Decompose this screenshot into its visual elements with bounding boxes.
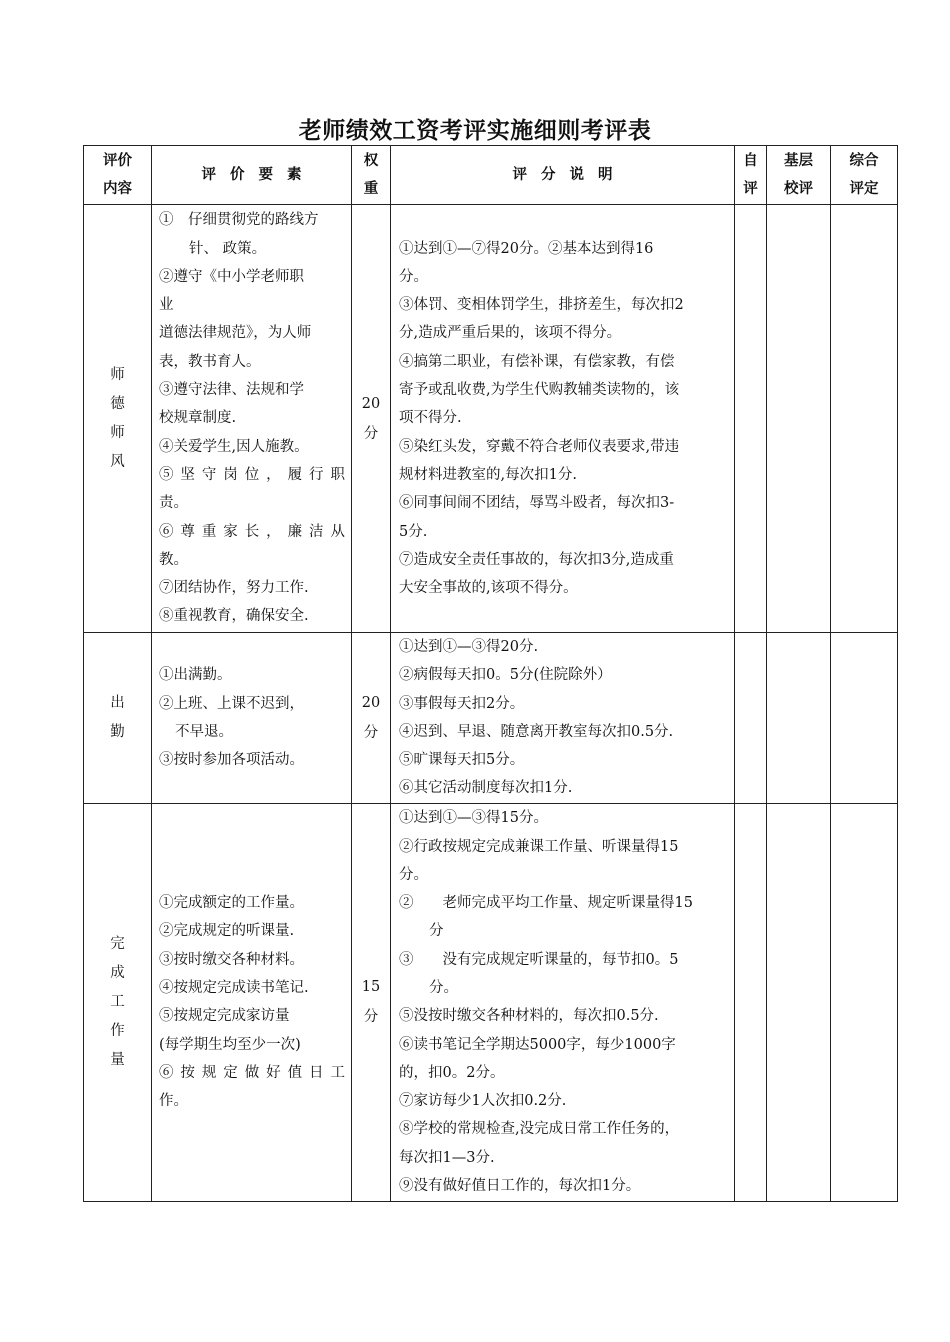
description-line: ③事假每天扣2分。 [399, 695, 525, 712]
element-line: ⑥尊重家长，廉洁从 [159, 523, 345, 540]
description-line: ② 老师完成平均工作量、规定听课量得15 [399, 895, 693, 912]
description-line: ⑧学校的常规检查,没完成日常工作任务的， [399, 1121, 680, 1138]
category-char: 作 [110, 1022, 125, 1039]
description-line: 分 [429, 923, 444, 940]
element-line: ③按时缴交各种材料。 [159, 951, 304, 968]
category-char: 出 [110, 694, 125, 711]
element-line: 表，教书育人。 [159, 353, 261, 370]
element-line: ①完成额定的工作量。 [159, 895, 304, 912]
row-elements [152, 205, 352, 633]
table-row [84, 803, 898, 1201]
header-school [767, 146, 831, 205]
element-line: ⑦团结协作，努力工作. [159, 580, 309, 597]
description-line: ⑤没按时缴交各种材料的，每次扣0.5分. [399, 1008, 659, 1025]
element-line: ⑤按规定完成家访量 [159, 1008, 290, 1025]
overall-eval-cell[interactable] [831, 205, 898, 633]
weight-unit: 分 [363, 425, 379, 442]
header-weight-line: 权 [363, 153, 379, 169]
row-elements [152, 803, 352, 1201]
header-description-char: 评 [512, 167, 527, 183]
self-eval-cell[interactable] [735, 205, 767, 633]
description-line: ④迟到、早退、随意离开教室每次扣0.5分. [399, 723, 674, 740]
evaluation-table [83, 145, 898, 1202]
weight-unit: 分 [363, 724, 379, 741]
weight-value: 20 [361, 694, 381, 711]
element-line: ④关爱学生,因人施教。 [159, 438, 309, 455]
description-line: 的，扣0。2分。 [399, 1064, 505, 1081]
header-elements [152, 146, 352, 205]
row-weight [352, 633, 391, 804]
page-title: 老师绩效工资考评实施细则考评表 [298, 118, 652, 144]
header-category [84, 146, 152, 205]
row-weight [352, 803, 391, 1201]
category-char: 勤 [110, 723, 125, 740]
element-line: ⑤坚守岗位，履行职 [159, 466, 345, 483]
description-line: 分。 [399, 866, 428, 883]
row-description [391, 205, 735, 633]
school-eval-cell[interactable] [767, 803, 831, 1201]
element-line: 作。 [159, 1093, 188, 1110]
description-line: ⑤染红头发，穿戴不符合老师仪表要求,带违 [399, 438, 680, 455]
element-line: ⑥按规定做好值日工 [159, 1064, 345, 1081]
self-eval-cell[interactable] [735, 633, 767, 804]
weight-unit: 分 [363, 1009, 379, 1026]
header-description [391, 146, 735, 205]
category-char: 工 [110, 993, 125, 1010]
row-category [84, 633, 152, 804]
header-category-line: 内容 [103, 181, 132, 197]
description-line: 项不得分. [399, 410, 462, 427]
row-elements [152, 633, 352, 804]
header-description-char: 明 [598, 167, 613, 183]
element-line: ②上班、上课不迟到， [159, 695, 304, 712]
header-self-line: 自 [743, 153, 758, 169]
element-line: ②遵守《中小学老师职 [159, 268, 304, 285]
description-line: 分。 [399, 268, 428, 285]
category-char: 德 [110, 395, 125, 412]
header-school-line: 校评 [784, 181, 813, 197]
element-line: (每学期生均至少一次) [159, 1036, 301, 1053]
header-description-char: 分 [541, 167, 556, 183]
header-elements-char: 素 [287, 167, 302, 183]
header-overall [831, 146, 898, 205]
school-eval-cell[interactable] [767, 205, 831, 633]
header-elements-char: 要 [258, 167, 273, 183]
header-self [735, 146, 767, 205]
category-char: 风 [110, 453, 125, 470]
description-line: ⑥同事间闹不团结，辱骂斗殴者，每次扣3- [399, 495, 675, 512]
header-description-char: 说 [569, 167, 584, 183]
table-row [84, 205, 898, 633]
header-self-line: 评 [743, 181, 758, 197]
row-description [391, 633, 735, 804]
description-line: ④搞第二职业，有偿补课，有偿家教，有偿 [399, 353, 675, 370]
overall-eval-cell[interactable] [831, 803, 898, 1201]
overall-eval-cell[interactable] [831, 633, 898, 804]
element-line: ②完成规定的听课量. [159, 923, 295, 940]
description-line: 5分. [399, 523, 428, 540]
element-line: 不早退。 [175, 723, 233, 740]
description-line: 规材料进教室的,每次扣1分. [399, 466, 577, 483]
weight-value: 20 [361, 395, 381, 412]
element-line: 校规章制度. [159, 410, 237, 427]
element-line: ③按时参加各项活动。 [159, 752, 304, 769]
self-eval-cell[interactable] [735, 803, 767, 1201]
category-char: 完 [110, 935, 125, 952]
description-line: 大安全事故的,该项不得分。 [399, 580, 578, 597]
row-category [84, 205, 152, 633]
category-char: 成 [110, 964, 125, 981]
element-line: 教。 [159, 551, 188, 568]
element-line: 道德法律规范》，为人师 [159, 325, 312, 342]
description-line: ⑨没有做好值日工作的，每次扣1分。 [399, 1178, 641, 1195]
element-line: 业 [159, 297, 174, 314]
description-line: 每次扣1—3分. [399, 1149, 495, 1166]
category-char: 量 [110, 1051, 125, 1068]
description-line: 寄予或乱收费,为学生代购教辅类读物的，该 [399, 382, 680, 399]
header-elements-char: 评 [201, 167, 216, 183]
row-description [391, 803, 735, 1201]
description-line: ⑦家访每少1人次扣0.2分. [399, 1093, 567, 1110]
description-line: ①达到①—⑦得20分。②基本达到得16 [399, 240, 654, 257]
header-weight [352, 146, 391, 205]
table-row [84, 633, 898, 804]
header-overall-line: 综合 [849, 153, 879, 169]
description-line: ③ 没有完成规定听课量的，每节扣0。5 [399, 951, 679, 968]
weight-value: 15 [361, 979, 381, 996]
header-elements-char: 价 [230, 167, 245, 183]
category-char: 师 [110, 366, 125, 383]
description-line: ⑥其它活动制度每次扣1分. [399, 780, 573, 797]
row-weight [352, 205, 391, 633]
description-line: ①达到①—③得15分。 [399, 810, 548, 827]
description-line: ①达到①—③得20分. [399, 639, 539, 655]
description-line: ②病假每天扣0。5分(住院除外） [399, 667, 612, 684]
header-category-line: 评价 [103, 153, 132, 169]
description-line: ②行政按规定完成兼课工作量、听课量得15 [399, 838, 679, 855]
description-line: ⑦造成安全责任事故的，每次扣3分,造成重 [399, 551, 674, 568]
header-school-line: 基层 [784, 153, 813, 169]
element-line: ⑧重视教育，确保安全. [159, 608, 309, 625]
element-line: ①出满勤。 [159, 667, 232, 684]
description-line: ⑥读书笔记全学期达5000字，每少1000字 [399, 1036, 676, 1053]
element-line: ① 仔细贯彻党的路线方 [159, 212, 319, 229]
description-line: ③体罚、变相体罚学生，排挤差生，每次扣2 [399, 297, 684, 314]
description-line: 分。 [429, 979, 458, 996]
element-line: ④按规定完成读书笔记. [159, 979, 309, 996]
element-line: 责。 [159, 495, 188, 512]
header-row [84, 146, 898, 205]
description-line: 分,造成严重后果的，该项不得分。 [399, 325, 622, 342]
description-line: ⑤旷课每天扣5分。 [399, 752, 525, 769]
category-char: 师 [110, 424, 125, 441]
school-eval-cell[interactable] [767, 633, 831, 804]
header-overall-line: 评定 [849, 181, 879, 197]
header-weight-line: 重 [363, 181, 379, 197]
element-line: ③遵守法律、法规和学 [159, 382, 304, 399]
element-line: 针、 政策。 [189, 240, 267, 257]
row-category [84, 803, 152, 1201]
